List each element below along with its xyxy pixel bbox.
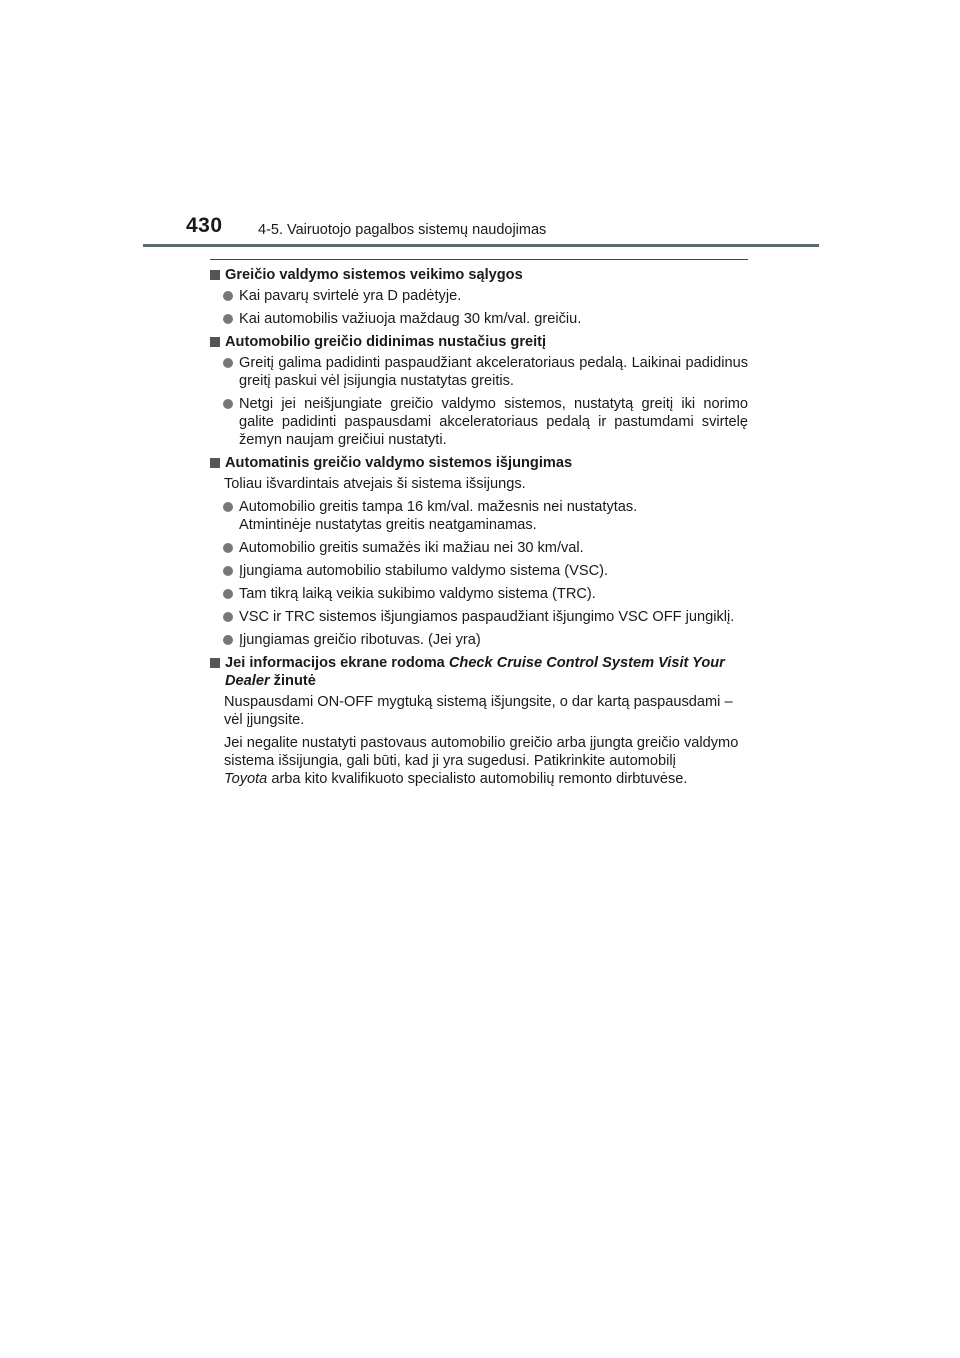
list-item xyxy=(223,498,748,534)
page-number: 430 xyxy=(186,214,223,237)
heading-text xyxy=(225,654,748,690)
section-heading xyxy=(210,454,748,472)
list-item-text: Greitį galima padidinti paspaudžiant akceleratoriaus pedalą. Laikinai padidinus greitį paskui vėl įsijungia nustatytas greitis. xyxy=(239,355,748,389)
heading-suffix: žinutė xyxy=(269,673,316,689)
list-item xyxy=(223,539,748,557)
square-bullet-icon xyxy=(210,458,220,468)
section-heading xyxy=(210,654,748,690)
square-bullet-icon xyxy=(210,337,220,347)
list-item xyxy=(223,395,748,449)
heading-text: Automatinis greičio valdymo sistemos išjungimas xyxy=(225,455,573,471)
circle-bullet-icon xyxy=(223,543,233,553)
circle-bullet-icon xyxy=(223,314,233,324)
brand-name: Toyota xyxy=(224,771,268,787)
paragraph xyxy=(224,734,748,788)
list-item-text: Kai pavarų svirtelė yra D padėtyje. xyxy=(239,288,462,304)
circle-bullet-icon xyxy=(223,612,233,622)
paragraph: Nuspausdami ON-OFF mygtuką sistemą išjungsite, o dar kartą paspausdami – vėl įjungsite. xyxy=(224,694,733,728)
list-item-text: Įjungiamas greičio ribotuvas. (Jei yra) xyxy=(239,632,481,648)
circle-bullet-icon xyxy=(223,291,233,301)
section-title: 4-5. Vairuotojo pagalbos sistemų naudojimas xyxy=(258,222,547,238)
square-bullet-icon xyxy=(210,658,220,668)
list-item-text: Įjungiama automobilio stabilumo valdymo sistema (VSC). xyxy=(239,563,609,579)
circle-bullet-icon xyxy=(223,399,233,409)
circle-bullet-icon xyxy=(223,502,233,512)
heading-text: Greičio valdymo sistemos veikimo sąlygos xyxy=(225,267,523,283)
list-item xyxy=(223,310,748,328)
list-item-line: Atmintinėje nustatytas greitis neatgaminamas. xyxy=(239,517,537,533)
paragraph-text: arba kito kvalifikuoto specialisto automobilių remonto dirbtuvėse. xyxy=(267,771,688,787)
list-item-text xyxy=(239,498,748,534)
circle-bullet-icon xyxy=(223,566,233,576)
list-item xyxy=(223,631,748,649)
list-item-text: Tam tikrą laiką veikia sukibimo valdymo sistema (TRC). xyxy=(239,586,596,602)
circle-bullet-icon xyxy=(223,635,233,645)
content-divider xyxy=(210,259,748,260)
list-item-text: Automobilio greitis sumažės iki mažiau nei 30 km/val. xyxy=(239,540,584,556)
list-item-text: Netgi jei neišjungiate greičio valdymo sistemos, nustatytą greitį iki norimo galite padidinti paspausdami akceleratoriaus pedalą ir pastumdami svirtelę žemyn naujam greičiui nustatyti. xyxy=(239,396,748,448)
list-item xyxy=(223,354,748,390)
intro-paragraph: Toliau išvardintais atvejais ši sistema išsijungs. xyxy=(224,476,526,492)
section-heading xyxy=(210,266,748,284)
list-item-line: Automobilio greitis tampa 16 km/val. mažesnis nei nustatytas. xyxy=(239,499,638,515)
list-item-text: VSC ir TRC sistemos išjungiamos paspaudžiant išjungimo VSC OFF jungiklį. xyxy=(239,609,735,625)
list-item xyxy=(223,287,748,305)
paragraph-text: Jei negalite nustatyti pastovaus automobilio greičio arba įjungta greičio valdymo sistema išsijungia, gali būti, kad ji yra sugedusi. Patikrinkite automobilį xyxy=(224,735,739,769)
list-item xyxy=(223,585,748,603)
section-heading xyxy=(210,333,748,351)
heading-text: Automobilio greičio didinimas nustačius greitį xyxy=(225,334,547,350)
header-divider xyxy=(143,244,819,247)
list-item-text: Kai automobilis važiuoja maždaug 30 km/val. greičiu. xyxy=(239,311,582,327)
heading-prefix: Jei informacijos ekrane rodoma xyxy=(225,655,449,671)
circle-bullet-icon xyxy=(223,589,233,599)
list-item xyxy=(223,562,748,580)
page-content xyxy=(210,266,748,793)
circle-bullet-icon xyxy=(223,358,233,368)
square-bullet-icon xyxy=(210,270,220,280)
message-name: Check Cruise Control System Visit Your Dealer xyxy=(225,655,725,689)
list-item xyxy=(223,608,748,626)
